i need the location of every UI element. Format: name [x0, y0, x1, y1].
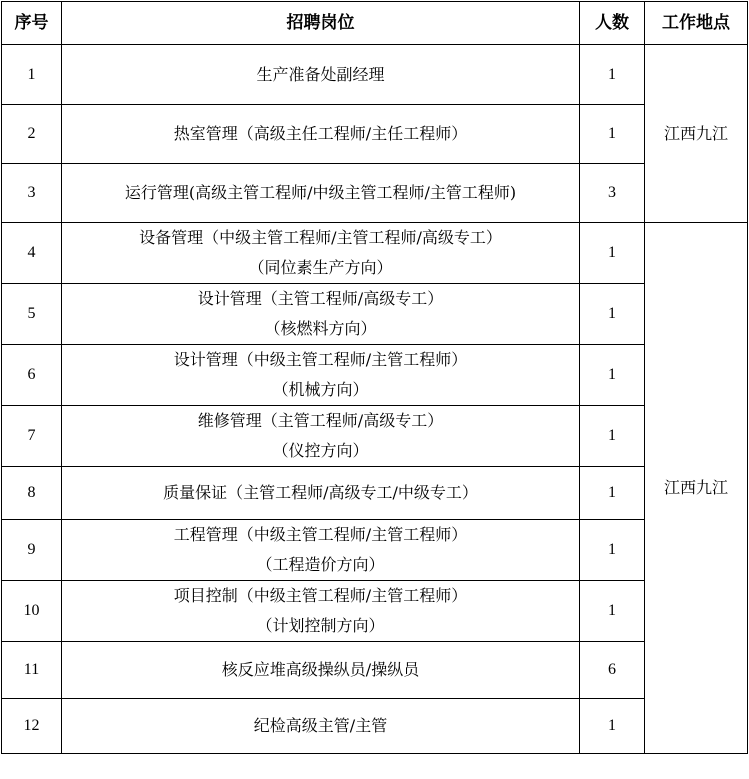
header-row [2, 2, 748, 45]
row-count: 1 [580, 284, 645, 345]
header-position: 招聘岗位 [62, 2, 580, 45]
row-count: 1 [580, 467, 645, 520]
row-position [62, 105, 580, 164]
header-location: 工作地点 [645, 2, 748, 45]
position-subline: （仪控方向） [272, 441, 369, 460]
location-cell: 江西九江 [645, 45, 748, 223]
row-position [62, 642, 580, 699]
position-subline: （计划控制方向） [256, 616, 385, 635]
position-line: 维修管理（主管工程师/高级专工） [197, 411, 444, 430]
row-seq: 7 [2, 406, 62, 467]
row-position [62, 164, 580, 223]
row-count: 1 [580, 699, 645, 754]
table-row [2, 520, 748, 581]
row-seq: 9 [2, 520, 62, 581]
row-seq: 12 [2, 699, 62, 754]
row-position [62, 284, 580, 345]
position-line: 运行管理(高级主管工程师/中级主管工程师/主管工程师) [124, 183, 517, 202]
table-row [2, 105, 748, 164]
table-row [2, 284, 748, 345]
row-seq: 10 [2, 581, 62, 642]
position-line: 设计管理（中级主管工程师/主管工程师） [173, 350, 468, 369]
row-count: 1 [580, 581, 645, 642]
row-count: 1 [580, 45, 645, 105]
row-count: 6 [580, 642, 645, 699]
table-row [2, 223, 748, 284]
table-row [2, 581, 748, 642]
row-position [62, 467, 580, 520]
row-count: 1 [580, 345, 645, 406]
row-position [62, 223, 580, 284]
row-seq: 4 [2, 223, 62, 284]
table-row [2, 345, 748, 406]
row-seq: 6 [2, 345, 62, 406]
position-line: 设计管理（主管工程师/高级专工） [197, 289, 444, 308]
position-subline: （核燃料方向） [264, 319, 377, 338]
position-line: 生产准备处副经理 [256, 64, 385, 84]
table-row [2, 45, 748, 105]
row-count: 1 [580, 223, 645, 284]
row-count: 3 [580, 164, 645, 223]
table-row [2, 642, 748, 699]
table-row [2, 164, 748, 223]
row-position [62, 520, 580, 581]
table-row [2, 467, 748, 520]
table-row [2, 699, 748, 754]
row-seq: 2 [2, 105, 62, 164]
row-position [62, 345, 580, 406]
row-count: 1 [580, 105, 645, 164]
position-line: 工程管理（中级主管工程师/主管工程师） [173, 525, 468, 544]
header-seq: 序号 [2, 2, 62, 45]
position-line: 质量保证（主管工程师/高级专工/中级专工） [163, 483, 478, 502]
location-cell: 江西九江 [645, 223, 748, 754]
row-seq: 5 [2, 284, 62, 345]
row-position [62, 45, 580, 105]
position-subline: （工程造价方向） [256, 555, 385, 574]
row-position [62, 581, 580, 642]
row-seq: 8 [2, 467, 62, 520]
position-subline: （同位素生产方向） [248, 258, 393, 277]
table-row [2, 406, 748, 467]
row-seq: 1 [2, 45, 62, 105]
position-line: 核反应堆高级操纵员/操纵员 [221, 660, 420, 679]
position-line: 纪检高级主管/主管 [253, 716, 388, 735]
row-seq: 3 [2, 164, 62, 223]
position-line: 热室管理（高级主任工程师/主任工程师） [173, 124, 468, 143]
row-position [62, 406, 580, 467]
row-position [62, 699, 580, 754]
header-count: 人数 [580, 2, 645, 45]
row-seq: 11 [2, 642, 62, 699]
row-count: 1 [580, 406, 645, 467]
position-line: 项目控制（中级主管工程师/主管工程师） [173, 586, 468, 605]
row-count: 1 [580, 520, 645, 581]
position-subline: （机械方向） [272, 380, 369, 399]
recruitment-table [1, 1, 748, 754]
position-line: 设备管理（中级主管工程师/主管工程师/高级专工） [139, 228, 502, 247]
